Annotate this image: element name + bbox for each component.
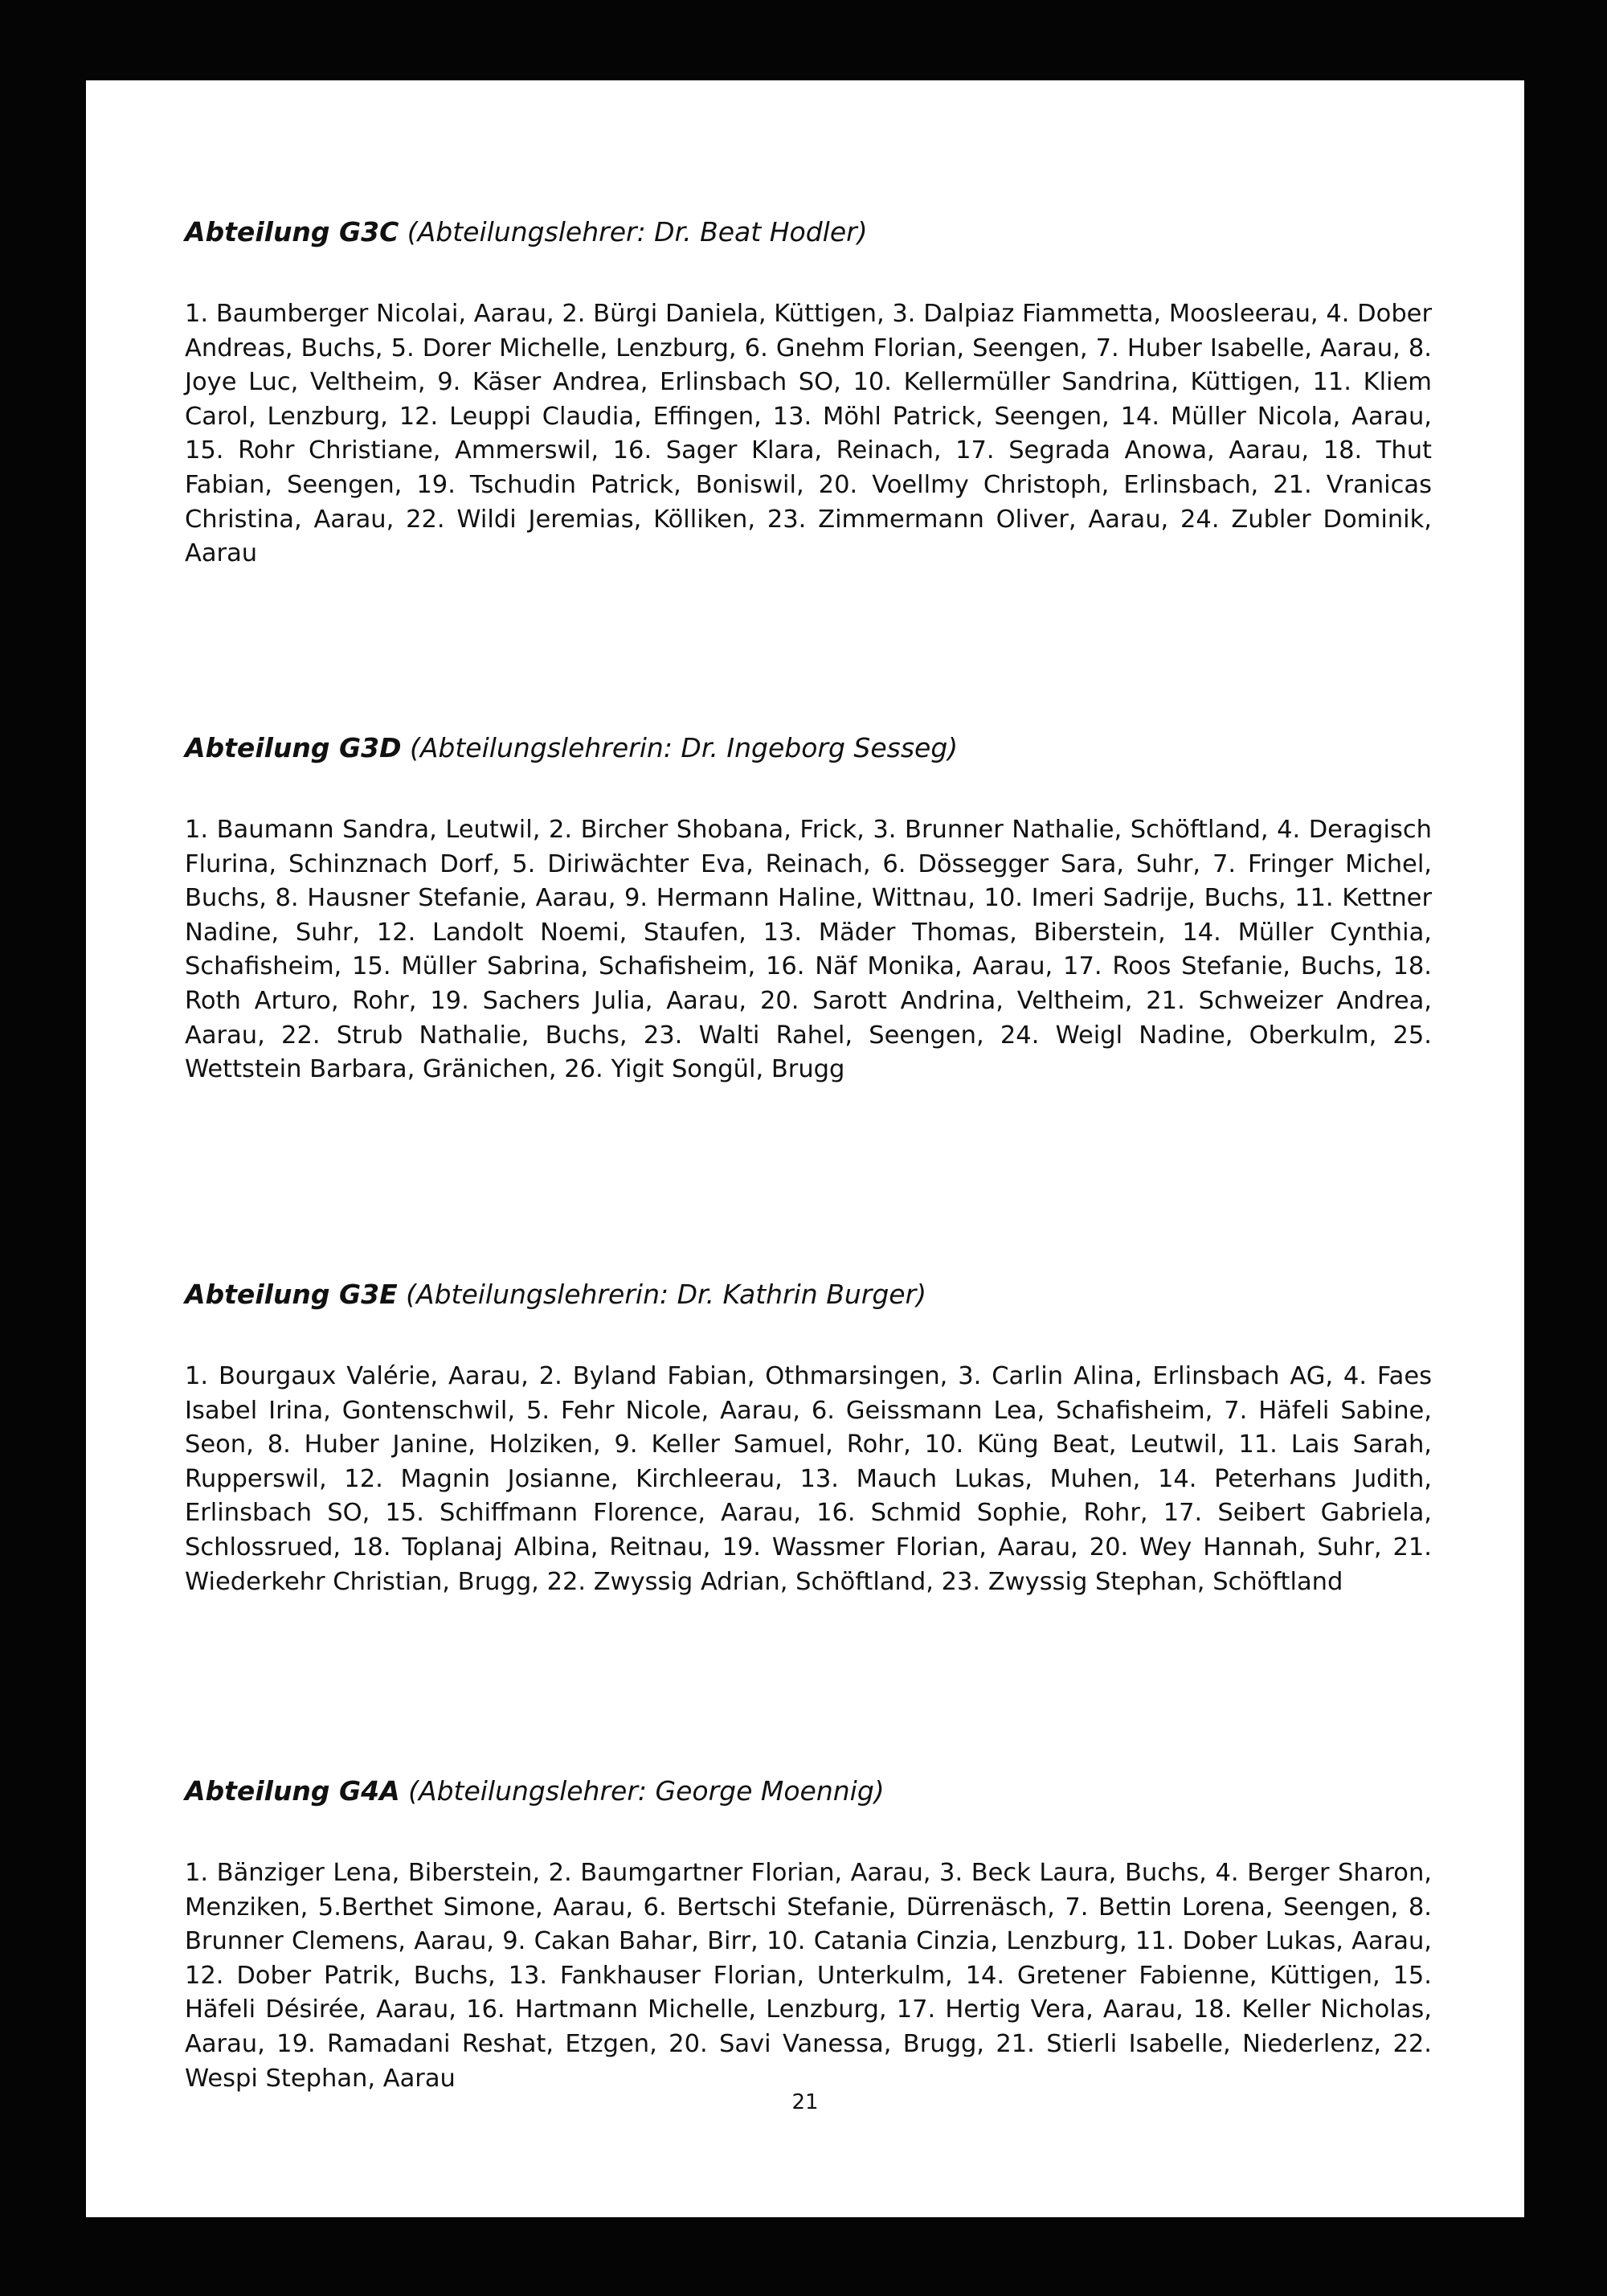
section-code: Abteilung G3C bbox=[185, 216, 399, 248]
student-list: 1. Bourgaux Valérie, Aarau, 2. Byland Fabian, Othmarsingen, 3. Carlin Alina, Erlinsbach AG, 4. Faes Isabel Irina, Gontenschwil, 5. Fehr Nicole, Aarau, 6. Geissmann Lea, Schafisheim, 7. Häfeli Sabine, Seon, 8. Huber Janine, Holziken, 9. Keller Samuel, Rohr, 10. Küng Beat, Leutwil, 11. Lais Sarah, Rupperswil, 12. Magnin Josianne, Kirchleerau, 13. Mauch Lukas, Muhen, 14. Peterhans Judith, Erlinsbach SO, 15. Schiffmann Florence, Aarau, 16. Schmid Sophie, Rohr, 17. Seibert Gabriela, Schlossrued, 18. Toplanaj Albina, Reitnau, 19. Wassmer Florian, Aarau, 20. Wey Hannah, Suhr, 21. Wiederkehr Christian, Brugg, 22. Zwyssig Adrian, Schöftland, 23. Zwyssig Stephan, Schöftland bbox=[185, 1362, 1432, 1596]
section-teacher: (Abteilungslehrer: Dr. Beat Hodler) bbox=[399, 216, 868, 248]
section-teacher: (Abteilungslehrerin: Dr. Kathrin Burger) bbox=[397, 1279, 927, 1310]
section-g3d bbox=[185, 731, 1432, 1087]
section-code: Abteilung G3E bbox=[185, 1279, 398, 1310]
section-heading bbox=[185, 215, 1432, 249]
document-page bbox=[86, 80, 1524, 2217]
section-heading bbox=[185, 1774, 1432, 1808]
student-list: 1. Baumberger Nicolai, Aarau, 2. Bürgi Daniela, Küttigen, 3. Dalpiaz Fiammetta, Moosleerau, 4. Dober Andreas, Buchs, 5. Dorer Michelle, Lenzburg, 6. Gnehm Florian, Seengen, 7. Huber Isabelle, Aarau, 8. Joye Luc, Veltheim, 9. Käser Andrea, Erlinsbach SO, 10. Kellermüller Sandrina, Küttigen, 11. Kliem Carol, Lenzburg, 12. Leuppi Claudia, Effingen, 13. Möhl Patrick, Seengen, 14. Müller Nicola, Aarau, 15. Rohr Christiane, Ammerswil, 16. Sager Klara, Reinach, 17. Segrada Anowa, Aarau, 18. Thut Fabian, Seengen, 19. Tschudin Patrick, Boniswil, 20. Voellmy Christoph, Erlinsbach, 21. Vranicas Christina, Aarau, 22. Wildi Jeremias, Kölliken, 23. Zimmermann Oliver, Aarau, 24. Zubler Dominik, Aarau bbox=[185, 300, 1432, 568]
section-code: Abteilung G3D bbox=[185, 732, 402, 763]
page-number: 21 bbox=[791, 2090, 819, 2114]
student-list: 1. Baumann Sandra, Leutwil, 2. Bircher Shobana, Frick, 3. Brunner Nathalie, Schöftland, 4. Deragisch Flurina, Schinznach Dorf, 5. Diriwächter Eva, Reinach, 6. Dössegger Sara, Suhr, 7. Fringer Michel, Buchs, 8. Hausner Stefanie, Aarau, 9. Hermann Haline, Wittnau, 10. Imeri Sadrije, Buchs, 11. Kettner Nadine, Suhr, 12. Landolt Noemi, Staufen, 13. Mäder Thomas, Biberstein, 14. Müller Cynthia, Schafisheim, 15. Müller Sabrina, Schafisheim, 16. Näf Monika, Aarau, 17. Roos Stefanie, Buchs, 18. Roth Arturo, Rohr, 19. Sachers Julia, Aarau, 20. Sarott Andrina, Veltheim, 21. Schweizer Andrea, Aarau, 22. Strub Nathalie, Buchs, 23. Walti Rahel, Seengen, 24. Weigl Nadine, Oberkulm, 25. Wettstein Barbara, Gränichen, 26. Yigit Songül, Brugg bbox=[185, 816, 1432, 1084]
section-g4a bbox=[185, 1774, 1432, 2096]
section-code: Abteilung G4A bbox=[185, 1775, 400, 1807]
section-teacher: (Abteilungslehrerin: Dr. Ingeborg Sesseg) bbox=[401, 732, 959, 763]
section-g3c bbox=[185, 215, 1432, 571]
section-heading bbox=[185, 1278, 1432, 1312]
section-g3e bbox=[185, 1278, 1432, 1599]
student-list: 1. Bänziger Lena, Biberstein, 2. Baumgartner Florian, Aarau, 3. Beck Laura, Buchs, 4. Berger Sharon, Menziken, 5.Berthet Simone, Aarau, 6. Bertschi Stefanie, Dürrenäsch, 7. Bettin Lorena, Seengen, 8. Brunner Clemens, Aarau, 9. Cakan Bahar, Birr, 10. Catania Cinzia, Lenzburg, 11. Dober Lukas, Aarau, 12. Dober Patrik, Buchs, 13. Fankhauser Florian, Unterkulm, 14. Gretener Fabienne, Küttigen, 15. Häfeli Désirée, Aarau, 16. Hartmann Michelle, Lenzburg, 17. Hertig Vera, Aarau, 18. Keller Nicholas, Aarau, 19. Ramadani Reshat, Etzgen, 20. Savi Vanessa, Brugg, 21. Stierli Isabelle, Niederlenz, 22. Wespi Stephan, Aarau bbox=[185, 1859, 1432, 2093]
section-heading bbox=[185, 731, 1432, 765]
section-teacher: (Abteilungslehrer: George Moennig) bbox=[399, 1775, 885, 1807]
